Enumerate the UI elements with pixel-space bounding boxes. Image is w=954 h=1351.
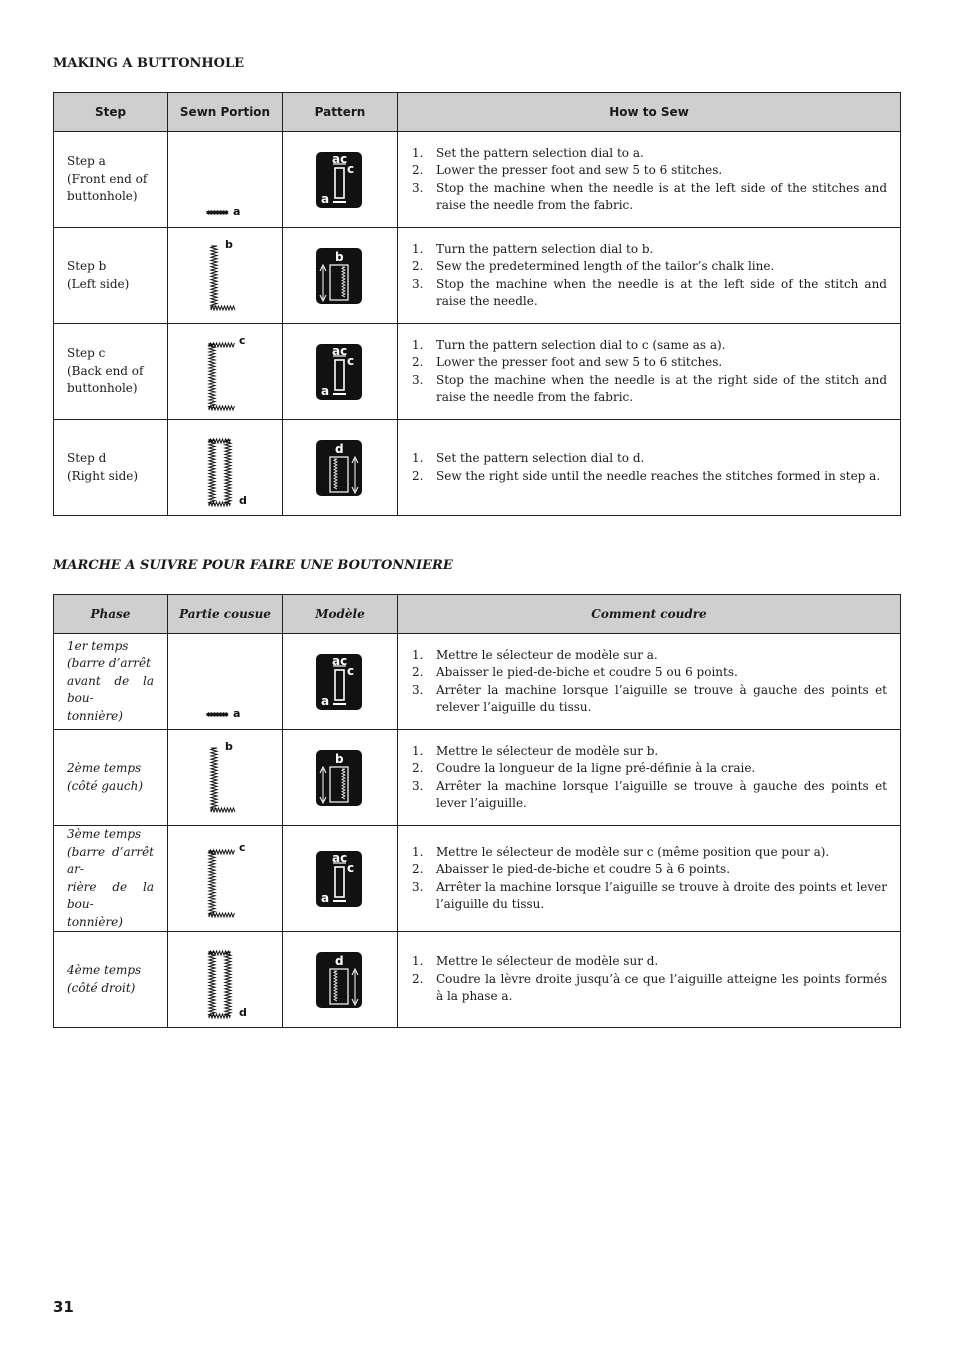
- instruction-list: [412, 953, 887, 1006]
- instruction-item: [412, 953, 887, 971]
- instruction-text: Abaisser le pied-de-biche et coudre 5 à 6 points.: [436, 862, 731, 876]
- step-cell: [54, 228, 168, 324]
- sewn-portion-illustration: [195, 940, 255, 1020]
- pattern-dial-icon: [315, 951, 365, 1009]
- sewn-portion-cell: [168, 324, 283, 420]
- pattern-label-side: c: [347, 353, 355, 368]
- pattern-label-top: ac: [332, 343, 348, 358]
- pattern-label-top: d: [335, 441, 344, 456]
- instruction-text: Arrêter la machine lorsque l’aiguille se trouve à droite des points et lever l’aiguille du tissu.: [436, 879, 887, 911]
- instruction-number: 2.: [412, 259, 424, 273]
- instruction-item: [412, 180, 887, 215]
- header-phase: Phase: [54, 595, 168, 634]
- stitch-line: [211, 246, 217, 307]
- instruction-text: Turn the pattern selection dial to c (same as a).: [436, 337, 726, 352]
- table-header-row: [54, 595, 901, 634]
- instruction-number: 1.: [412, 337, 424, 352]
- table-row: [54, 420, 901, 516]
- instruction-item: [412, 778, 887, 813]
- sewn-portion-cell: [168, 932, 283, 1028]
- instruction-number: 1.: [412, 145, 424, 160]
- step-text-line: buttonhole): [67, 381, 138, 396]
- pattern-label-side: c: [347, 860, 355, 875]
- instruction-text: Arrêter la machine lorsque l’aiguille se trouve à gauche des points et relever l’aiguille du tissu.: [436, 682, 887, 714]
- instruction-item: [412, 145, 887, 163]
- header-comment-coudre: Comment coudre: [398, 595, 901, 634]
- instruction-item: [412, 468, 887, 486]
- how-to-sew-cell: [398, 932, 901, 1028]
- stitch-line: [209, 913, 235, 917]
- how-to-sew-cell: [398, 324, 901, 420]
- pattern-dial-icon: [315, 850, 365, 908]
- sewn-portion-label: b: [225, 739, 233, 753]
- instruction-text: Stop the machine when the needle is at the left side of the stitches and raise the needle from the fabric.: [436, 180, 887, 212]
- pattern-label-top: ac: [332, 850, 348, 865]
- instruction-number: 3.: [412, 778, 424, 793]
- sewn-portion-illustration: [195, 642, 255, 722]
- instruction-item: [412, 879, 887, 914]
- sewn-portion-illustration: [195, 140, 255, 220]
- step-text-line: Step c: [67, 346, 106, 361]
- pattern-cell: [283, 324, 398, 420]
- stitch-line: [209, 440, 215, 504]
- pattern-label-top: ac: [332, 151, 348, 166]
- pattern-label-top: d: [335, 953, 344, 968]
- instruction-item: [412, 664, 887, 682]
- pattern-dial-icon: [315, 439, 365, 497]
- page-number: 31: [53, 1298, 74, 1316]
- pattern-dial-icon: [315, 151, 365, 209]
- instruction-text: Turn the pattern selection dial to b.: [436, 241, 654, 256]
- header-step: Step: [54, 93, 168, 132]
- instruction-list: [412, 450, 887, 485]
- step-cell: [54, 932, 168, 1028]
- step-text-line: (côté gauch): [67, 778, 144, 793]
- section-title-french: MARCHE A SUIVRE POUR FAIRE UNE BOUTONNIERE: [53, 558, 453, 573]
- how-to-sew-cell: [398, 420, 901, 516]
- instruction-number: 2.: [412, 971, 424, 986]
- instruction-list: [412, 145, 887, 215]
- pattern-dial-icon: [315, 247, 365, 305]
- pattern-dial-icon: [315, 653, 365, 711]
- instruction-item: [412, 844, 887, 862]
- instruction-list: [412, 743, 887, 813]
- sewn-portion-cell: [168, 228, 283, 324]
- instruction-number: 2.: [412, 665, 424, 679]
- sewn-portion-label: d: [239, 493, 247, 507]
- header-modele: Modèle: [283, 595, 398, 634]
- instruction-text: Coudre la lèvre droite jusqu’à ce que l’aiguille atteigne les points formés à la phase a.: [436, 971, 887, 1004]
- instruction-number: 2.: [412, 761, 424, 775]
- sewn-portion-illustration: [195, 428, 255, 508]
- sewn-portion-label: d: [239, 1005, 247, 1019]
- table-row: [54, 634, 901, 730]
- instruction-text: Set the pattern selection dial to a.: [436, 145, 644, 160]
- pattern-cell: [283, 634, 398, 730]
- instruction-item: [412, 743, 887, 761]
- stitch-line: [225, 440, 231, 504]
- pattern-label-bottom: a: [321, 693, 330, 708]
- step-cell: [54, 730, 168, 826]
- pattern-cell: [283, 826, 398, 932]
- table-row: [54, 132, 901, 228]
- section-title-english: MAKING A BUTTONHOLE: [53, 56, 245, 71]
- how-to-sew-cell: [398, 730, 901, 826]
- pattern-label-bottom: a: [321, 890, 330, 905]
- step-text-line: 1er temps: [67, 638, 129, 653]
- step-cell: [54, 634, 168, 730]
- instruction-item: [412, 971, 887, 1006]
- table-header-row: [54, 93, 901, 132]
- buttonhole-table-french: [53, 594, 901, 1028]
- step-text-line: Step d: [67, 451, 107, 465]
- instruction-number: 3.: [412, 682, 424, 697]
- step-text-line: (Back end of: [67, 363, 144, 378]
- instruction-text: Mettre le sélecteur de modèle sur a.: [436, 647, 658, 662]
- instruction-number: 2.: [412, 468, 424, 483]
- instruction-text: Lower the presser foot and sew 5 to 6 stitches.: [436, 163, 723, 177]
- step-text-line: Step a: [67, 154, 106, 169]
- instruction-text: Coudre la longueur de la ligne pré-définie à la craie.: [436, 761, 756, 775]
- instruction-list: [412, 844, 887, 914]
- pattern-cell: [283, 932, 398, 1028]
- sewn-portion-illustration: [195, 332, 255, 412]
- step-text-line: tonnière): [67, 708, 123, 723]
- sewn-portion-label: c: [239, 840, 246, 854]
- instruction-number: 3.: [412, 180, 424, 195]
- step-text-line: rière de la bou-: [67, 879, 154, 911]
- sewn-portion-cell: [168, 730, 283, 826]
- pattern-dial-icon: [315, 343, 365, 401]
- instruction-number: 2.: [412, 163, 424, 177]
- sewn-portion-illustration: [195, 236, 255, 316]
- how-to-sew-cell: [398, 132, 901, 228]
- sewn-portion-cell: [168, 132, 283, 228]
- step-text-line: tonnière): [67, 914, 123, 929]
- step-text-line: (Right side): [67, 468, 139, 483]
- how-to-sew-cell: [398, 634, 901, 730]
- instruction-item: [412, 861, 887, 879]
- buttonhole-table-english: [53, 92, 901, 516]
- instruction-text: Mettre le sélecteur de modèle sur c (même position que pour a).: [436, 844, 830, 859]
- step-cell: [54, 420, 168, 516]
- instruction-item: [412, 682, 887, 717]
- how-to-sew-cell: [398, 228, 901, 324]
- step-text-line: (Left side): [67, 276, 130, 291]
- sewn-portion-cell: [168, 826, 283, 932]
- sewn-portion-label: a: [233, 706, 241, 720]
- table-row: [54, 932, 901, 1028]
- pattern-label-side: c: [347, 161, 355, 176]
- pattern-label-bottom: a: [321, 191, 330, 206]
- instruction-text: Sew the right side until the needle reaches the stitches formed in step a.: [436, 468, 881, 483]
- step-text-line: 3ème temps: [67, 827, 142, 841]
- step-text-line: avant de la bou-: [67, 673, 154, 706]
- instruction-number: 1.: [412, 647, 424, 662]
- instruction-item: [412, 258, 887, 276]
- stitch-line: [225, 952, 231, 1016]
- instruction-list: [412, 241, 887, 311]
- instruction-list: [412, 337, 887, 407]
- stitch-line: [209, 851, 215, 915]
- instruction-number: 1.: [412, 451, 424, 465]
- instruction-number: 1.: [412, 241, 424, 256]
- instruction-number: 2.: [412, 355, 424, 369]
- pattern-cell: [283, 228, 398, 324]
- pattern-label-top: b: [335, 751, 344, 766]
- stitch-line: [209, 952, 215, 1016]
- pattern-dial-icon: [315, 749, 365, 807]
- instruction-text: Arrêter la machine lorsque l’aiguille se trouve à gauche des points et lever l’aiguille.: [436, 778, 887, 810]
- instruction-text: Mettre le sélecteur de modèle sur d.: [436, 954, 659, 969]
- table-row: [54, 730, 901, 826]
- instruction-number: 3.: [412, 372, 424, 387]
- instruction-item: [412, 337, 887, 355]
- instruction-item: [412, 276, 887, 311]
- instruction-text: Stop the machine when the needle is at the right side of the stitch and raise the needle from the fabric.: [436, 372, 887, 404]
- instruction-item: [412, 647, 887, 665]
- pattern-label-top: ac: [332, 653, 348, 668]
- step-cell: [54, 324, 168, 420]
- instruction-number: 1.: [412, 743, 424, 758]
- instruction-text: Sew the predetermined length of the tailor’s chalk line.: [436, 259, 775, 273]
- stitch-line: [209, 344, 215, 408]
- step-text-line: 2ème temps: [67, 761, 142, 775]
- instruction-item: [412, 450, 887, 468]
- stitch-line: [211, 748, 217, 809]
- sewn-portion-illustration: [195, 738, 255, 818]
- step-text-line: buttonhole): [67, 189, 138, 204]
- sewn-portion-cell: [168, 634, 283, 730]
- instruction-number: 1.: [412, 954, 424, 969]
- table-row: [54, 228, 901, 324]
- instruction-number: 2.: [412, 862, 424, 876]
- instruction-item: [412, 760, 887, 778]
- instruction-item: [412, 372, 887, 407]
- pattern-label-side: c: [347, 663, 355, 678]
- stitch-line: [209, 406, 235, 410]
- sewn-portion-cell: [168, 420, 283, 516]
- sewn-portion-label: a: [233, 204, 241, 218]
- step-text-line: (barre d’arrêt ar-: [67, 844, 154, 876]
- table-row: [54, 826, 901, 932]
- how-to-sew-cell: [398, 826, 901, 932]
- table-row: [54, 324, 901, 420]
- instruction-item: [412, 241, 887, 259]
- instruction-text: Lower the presser foot and sew 5 to 6 stitches.: [436, 355, 723, 369]
- instruction-number: 3.: [412, 276, 424, 291]
- pattern-cell: [283, 132, 398, 228]
- step-cell: [54, 826, 168, 932]
- sewn-portion-label: c: [239, 333, 246, 347]
- instruction-item: [412, 162, 887, 180]
- instruction-list: [412, 647, 887, 717]
- instruction-number: 1.: [412, 844, 424, 859]
- sewn-portion-label: b: [225, 237, 233, 251]
- header-how-to-sew: How to Sew: [398, 93, 901, 132]
- instruction-number: 3.: [412, 879, 424, 894]
- instruction-text: Stop the machine when the needle is at the left side of the stitch and raise the needle.: [436, 276, 887, 308]
- instruction-item: [412, 354, 887, 372]
- step-text-line: (barre d’arrêt: [67, 656, 151, 671]
- pattern-label-top: b: [335, 249, 344, 264]
- pattern-cell: [283, 730, 398, 826]
- step-text-line: Step b: [67, 259, 107, 273]
- pattern-cell: [283, 420, 398, 516]
- header-sewn-portion: Sewn Portion: [168, 93, 283, 132]
- step-text-line: 4ème temps: [67, 963, 142, 977]
- instruction-text: Mettre le sélecteur de modèle sur b.: [436, 743, 659, 758]
- instruction-text: Set the pattern selection dial to d.: [436, 451, 645, 465]
- sewn-portion-illustration: [195, 839, 255, 919]
- header-partie-cousue: Partie cousue: [168, 595, 283, 634]
- instruction-text: Abaisser le pied-de-biche et coudre 5 ou 6 points.: [436, 665, 738, 679]
- step-text-line: (côté droit): [67, 980, 136, 995]
- header-pattern: Pattern: [283, 93, 398, 132]
- step-cell: [54, 132, 168, 228]
- pattern-label-bottom: a: [321, 383, 330, 398]
- step-text-line: (Front end of: [67, 171, 148, 186]
